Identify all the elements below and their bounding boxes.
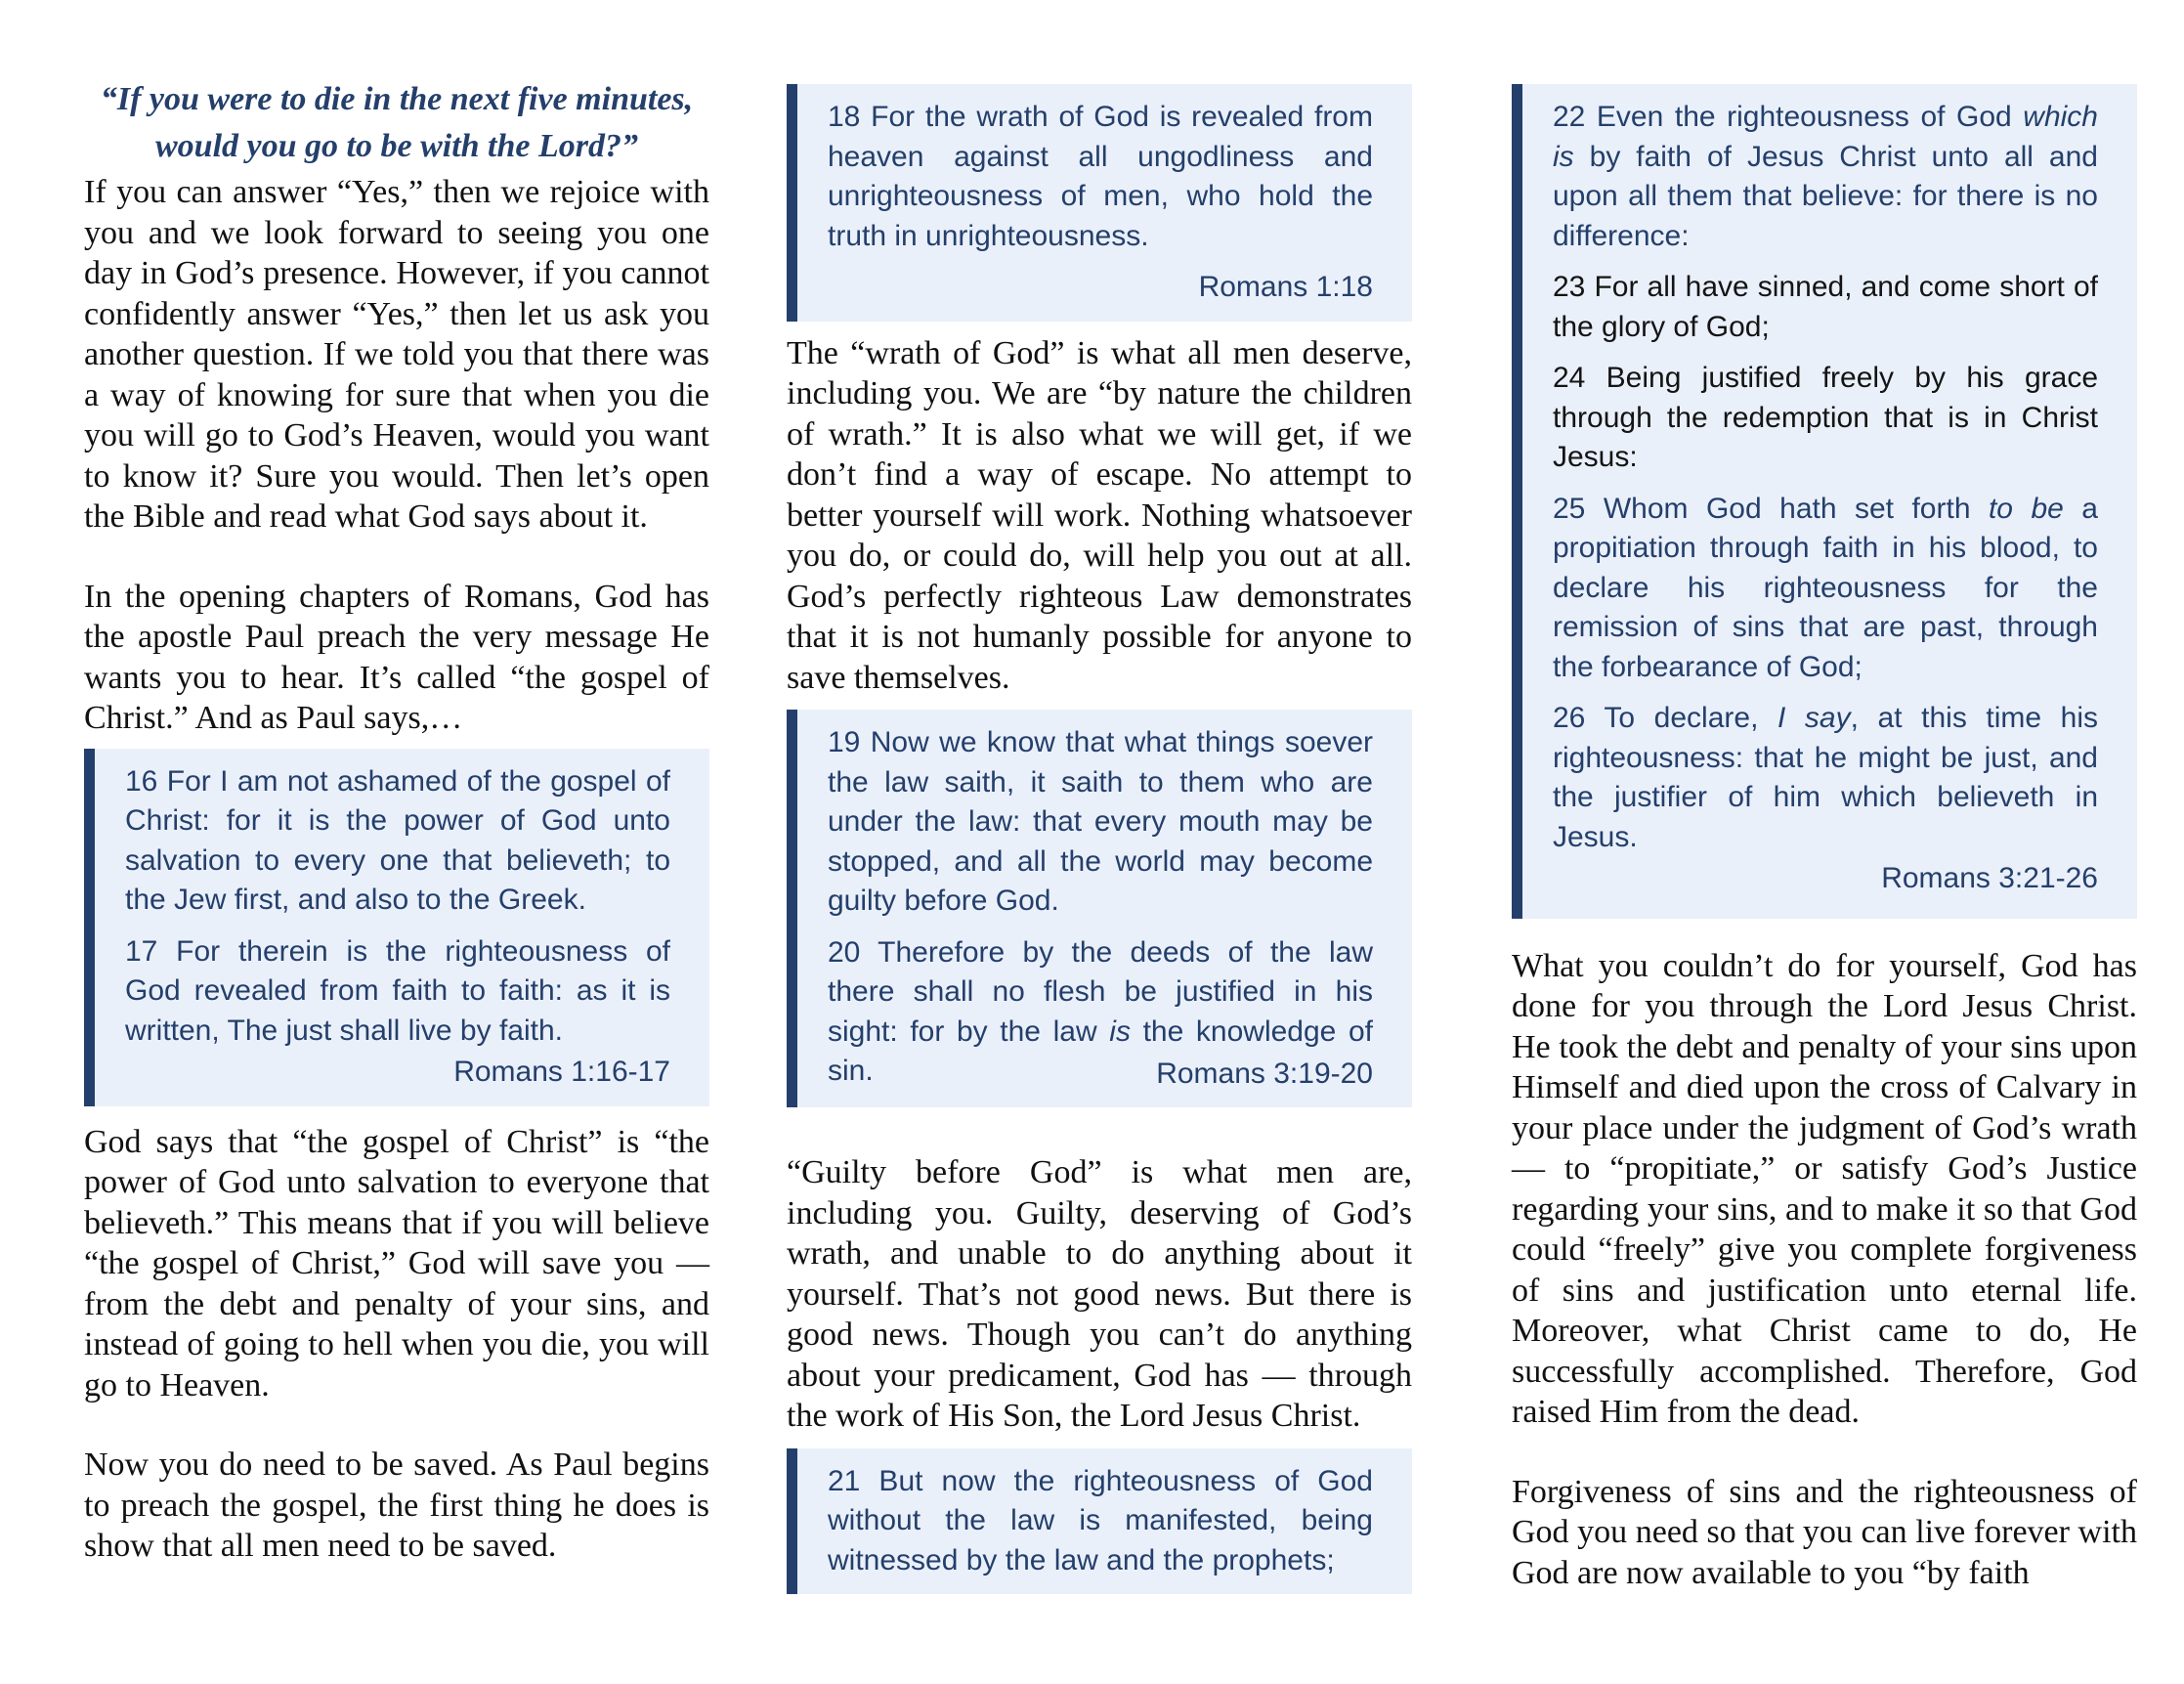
verse-20: 20 Therefore by the deeds of the law there shall no flesh be justified in his sight: for by the law is the knowledge of sin. [828,935,1374,1087]
verse-19: 19 Now we know that what things soever the law saith, it saith to them who are under the law: that every mouth may be stopped, and all the world may become guilty before God. [828,726,1373,917]
column-2 [787,0,1412,1594]
christ-work-paragraph: What you couldn’t do for yourself, God has done for you through the Lord Jesus Christ. He took the debt and penalty of your sins upon Himself and died upon the cross of Calvary in your place under the judgment of God’s wrath — to “propitiate,” or satisfy God’s Justice regarding your sins, and to make it so that God could “freely” give you complete forgiveness of sins and justification unto eternal life. Moreover, what Christ came to do, He successfully accomplished. Therefore, God raised Him from the dead. [1512,947,2137,1430]
verse-25: 25 Whom God hath set forth to be a propitiation through faith in his blood, to declare his righteousness for the remission of sins that are past, through the forbearance of God; [1553,492,2098,683]
column-1 [84,0,709,1567]
intro-paragraph: If you can answer “Yes,” then we rejoice with you and we look forward to seeing you one day in God’s presence. However, if you cannot confidently answer “Yes,” then let us ask you another question. If we told you that there was a way of knowing for sure that when you die you will go to God’s Heaven, would you want to know it? Sure you would. Then let’s open the Bible and read what God says about it. [84,174,709,535]
verse-21: 21 But now the righteousness of God without the law is manifested, being witnessed by the law and the prophets; [828,1464,1373,1576]
verse-17: 17 For therein is the righteousness of God revealed from faith to faith: as it is written, The just shall live by faith. [125,934,670,1047]
verse-box-romans-3-19-20 [787,710,1412,1107]
gospel-paragraph: God says that “the gospel of Christ” is “the power of God unto salvation to everyone that believeth.” This means that if you will believe “the gospel of Christ,” God will save you — from the debt and penalty of your sins, and instead of going to hell when you die, you will go to Heaven. [84,1123,709,1403]
verse-box-romans-3-21 [787,1448,1412,1595]
verse-reference: Romans 1:18 [1198,271,1373,303]
wrath-paragraph: The “wrath of God” is what all men deserve, including you. We are “by nature the children of wrath.” It is also what we will get, if we don’t find a way of escape. No attempt to better yourself will work. Nothing whatsoever you do, or could do, will help you out at all. God’s perfectly righteous Law demonstrates that it is not humanly possible for anyone to save themselves. [787,334,1412,696]
verse-box-romans-1-16-17 [84,749,709,1106]
tagline-line-1: “If you were to die in the next five minutes, [100,81,694,117]
guilty-paragraph: “Guilty before God” is what men are, including you. Guilty, deserving of God’s wrath, and unable to do anything about it yourself. That’s not good news. But there is good news. Though you can’t do anything about your predicament, God has — through the work of His Son, the Lord Jesus Christ. [787,1154,1412,1434]
verse-26: 26 To declare, I say, at this time his righteousness: that he might be just, and the justifier of him which believeth in Jesus. [1553,702,2099,853]
romans-intro-paragraph: In the opening chapters of Romans, God has the apostle Paul preach the very message He wants you to hear. It’s called “the gospel of Christ.” And as Paul says,… [84,578,709,736]
verse-box-romans-1-18 [787,84,1412,322]
verse-reference: Romans 1:16-17 [453,1056,670,1088]
saved-paragraph: Now you do need to be saved. As Paul begins to preach the gospel, the first thing he does is show that all men need to be saved. [84,1447,709,1564]
column-3 [1512,0,2137,1593]
verse-reference: Romans 3:19-20 [1156,1057,1373,1090]
tagline [84,0,709,170]
tagline-line-2: would you go to be with the Lord?” [155,128,638,164]
verse-22: 22 Even the righteousness of God which is by faith of Jesus Christ unto all and upon all them that believe: for there is no difference: [1553,101,2098,252]
verse-18: 18 For the wrath of God is revealed from heaven against all ungodliness and unrighteousness of men, who hold the truth in unrighteousness. [828,101,1373,252]
verse-16: 16 For I am not ashamed of the gospel of Christ: for it is the power of God unto salvation to every one that believeth; to the Jew first, and also to the Greek. [125,764,670,916]
verse-box-romans-3-21-26 [1512,84,2137,919]
verse-23: 23 For all have sinned, and come short of the glory of God; [1553,271,2098,343]
verse-reference: Romans 3:21-26 [1881,862,2098,894]
forgiveness-paragraph: Forgiveness of sins and the righteousness of God you need so that you can live forever with God are now available to you “by faith [1512,1473,2137,1591]
verse-24: 24 Being justified freely by his grace through the redemption that is in Christ Jesus: [1553,362,2098,473]
